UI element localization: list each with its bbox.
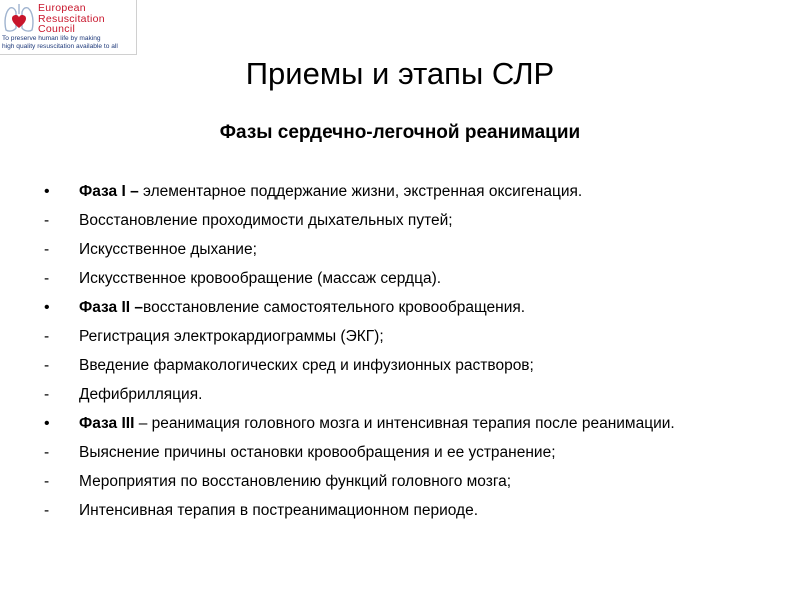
list-item [44, 181, 744, 202]
dash-marker: - [44, 444, 50, 461]
dash-marker: - [44, 270, 50, 287]
logo-tagline-1: To preserve human life by making [2, 35, 101, 42]
logo-line-3: Council [38, 23, 76, 35]
item-text: восстановление самостоятельного кровообращения. [143, 299, 526, 316]
list-item [44, 471, 744, 492]
item-text: Введение фармакологических сред и инфузионных растворов; [79, 357, 534, 374]
item-bold: Фаза III [79, 415, 135, 432]
item-text: Дефибрилляция. [79, 386, 203, 403]
dash-marker: - [44, 502, 50, 519]
bullet-marker: • [44, 299, 50, 316]
item-text: Интенсивная терапия в постреанимационном периоде. [79, 502, 479, 519]
slide-title: Приемы и этапы СЛР [245, 56, 555, 91]
dash-marker: - [44, 212, 50, 229]
list-item [44, 442, 744, 463]
item-text: Искусственное дыхание; [79, 241, 257, 258]
phase-list [44, 181, 744, 529]
item-text: элементарное поддержание жизни, экстренная оксигенация. [138, 183, 583, 200]
item-text: Восстановление проходимости дыхательных путей; [79, 212, 453, 229]
lungs-heart-icon [2, 2, 36, 36]
list-item [44, 239, 744, 260]
dash-marker: - [44, 473, 50, 490]
item-text: – реанимация головного мозга и интенсивная терапия после реанимации. [134, 415, 675, 432]
dash-marker: - [44, 386, 50, 403]
logo-line-1: European [38, 2, 86, 14]
logo-line-2: Resuscitation [38, 12, 105, 25]
list-item [44, 326, 744, 347]
slide-subtitle: Фазы сердечно-легочной реанимации [219, 122, 581, 143]
dash-marker: - [44, 241, 50, 258]
list-item [44, 355, 744, 376]
list-item [44, 384, 744, 405]
item-bold: Фаза I – [79, 183, 139, 200]
list-item [44, 297, 744, 318]
logo-tagline [2, 35, 118, 51]
bullet-marker: • [44, 415, 50, 432]
list-item [44, 268, 744, 289]
item-text: Выяснение причины остановки кровообращения и ее устранение; [79, 444, 556, 461]
bullet-marker: • [44, 183, 50, 200]
dash-marker: - [44, 328, 50, 345]
item-text: Искусственное кровообращение (массаж сердца). [79, 270, 442, 287]
list-item [44, 500, 744, 521]
item-text: Регистрация электрокардиограммы (ЭКГ); [79, 328, 384, 345]
dash-marker: - [44, 357, 50, 374]
item-text: Мероприятия по восстановлению функций головного мозга; [79, 473, 512, 490]
list-item [44, 210, 744, 231]
logo-tagline-2: high quality resuscitation available to all [2, 43, 118, 50]
logo-wordmark [38, 3, 105, 35]
item-bold: Фаза II – [79, 299, 144, 316]
list-item [44, 413, 744, 434]
erc-logo [0, 0, 137, 55]
